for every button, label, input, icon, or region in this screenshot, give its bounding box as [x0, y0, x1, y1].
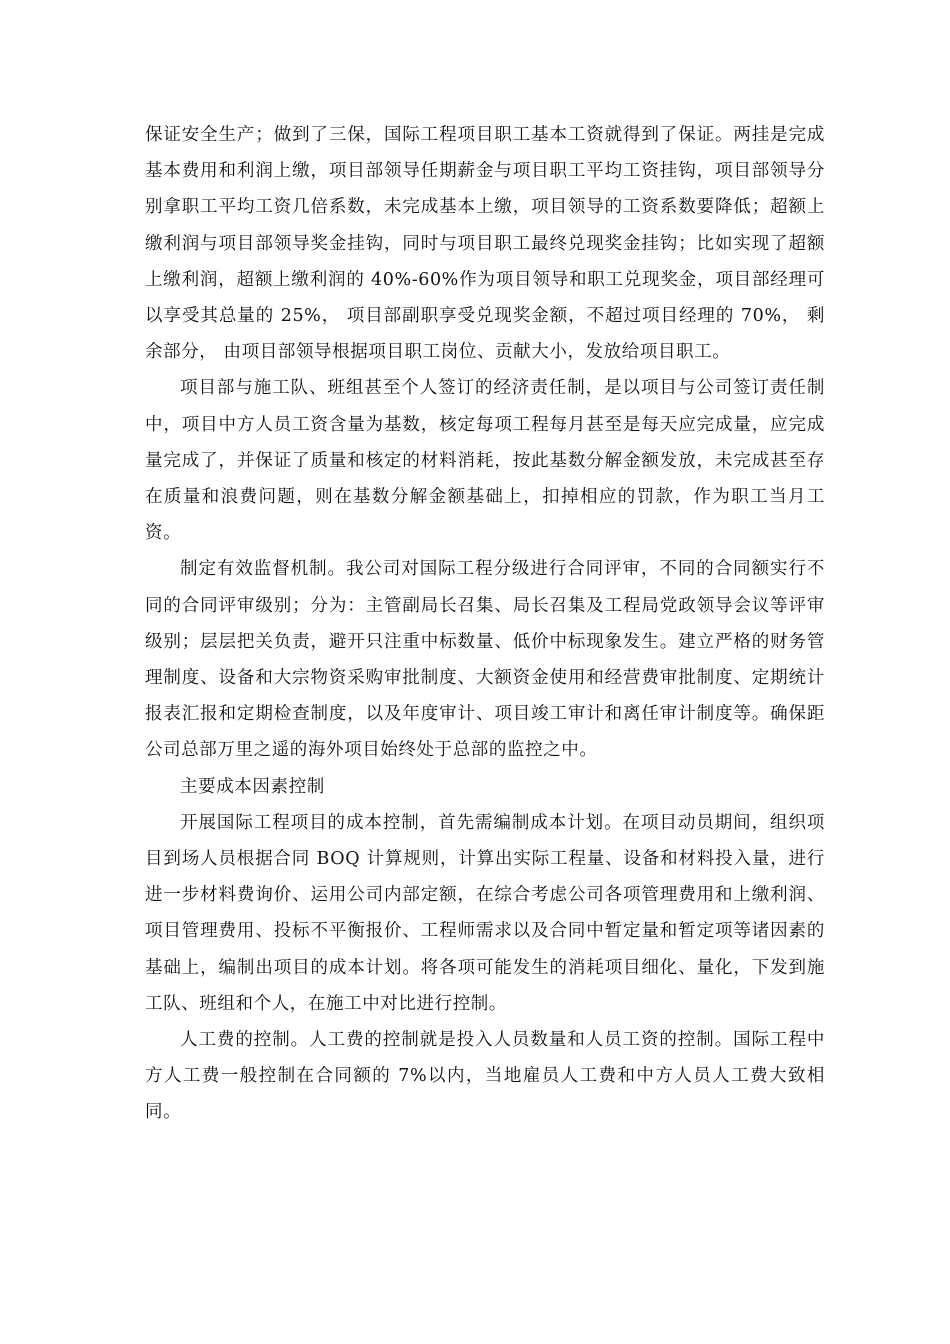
paragraph-supervision-mechanism: 制定有效监督机制。我公司对国际工程分级进行合同评审，不同的合同额实行不同的合同评审级别；分为：主管副局长召集、局长召集及工程局党政领导会议等评审级别；层层把关负责，避开只注重中标数量、低价中标现象发生。建立严格的财务管理制度、设备和大宗物资采购审批制度、大额资金使用和经营费审批制度、定期统计报表汇报和定期检查制度，以及年度审计、项目竣工审计和离任审计制度等。确保距公司总部万里之遥的海外项目始终处于总部的监控之中。: [145, 559, 825, 761]
paragraph-cost-plan: 开展国际工程项目的成本控制，首先需编制成本计划。在项目动员期间，组织项目到场人员根据合同 BOQ 计算规则，计算出实际工程量、设备和材料投入量，进行进一步材料费询价、运用公司内部定额，在综合考虑公司各项管理费用和上缴利润、项目管理费用、投标不平衡报价、工程师需求以及合同中暂定量和暂定项等诸因素的基础上，编制出项目的成本计划。将各项可能发生的消耗项目细化、量化，下发到施工队、班组和个人，在施工中对比进行控制。: [145, 812, 825, 1014]
document-body: [145, 117, 825, 1131]
section-heading-cost-factors: 主要成本因素控制: [180, 776, 325, 797]
paragraph-three-guarantees-continued: 保证安全生产；做到了三保，国际工程项目职工基本工资就得到了保证。两挂是完成基本费用和利润上缴，项目部领导任期薪金与项目职工平均工资挂钩，项目部领导分别拿职工平均工资几倍系数，未完成基本上缴，项目领导的工资系数要降低；超额上缴利润与项目部领导奖金挂钩，同时与项目职工最终兑现奖金挂钩；比如实现了超额上缴利润，超额上缴利润的 40%-60%作为项目领导和职工兑现奖金，项目部经理可以享受其总量的 25%， 项目部副职享受兑现奖金额，不超过项目经理的 70%， 剩余部分， 由项目部领导根据项目职工岗位、贡献大小，发放给项目职工。: [145, 125, 825, 363]
paragraph-economic-responsibility: 项目部与施工队、班组甚至个人签订的经济责任制，是以项目与公司签订责任制中，项目中方人员工资含量为基数，核定每项工程每月甚至是每天应完成量，应完成量完成了，并保证了质量和核定的材料消耗，按此基数分解金额发放，未完成甚至存在质量和浪费问题，则在基数分解金额基础上，扣掉相应的罚款，作为职工当月工资。: [145, 378, 825, 544]
paragraph-labor-cost-control: 人工费的控制。人工费的控制就是投入人员数量和人员工资的控制。国际工程中方人工费一般控制在合同额的 7%以内，当地雇员人工费和中方人员人工费大致相同。: [145, 1030, 825, 1123]
